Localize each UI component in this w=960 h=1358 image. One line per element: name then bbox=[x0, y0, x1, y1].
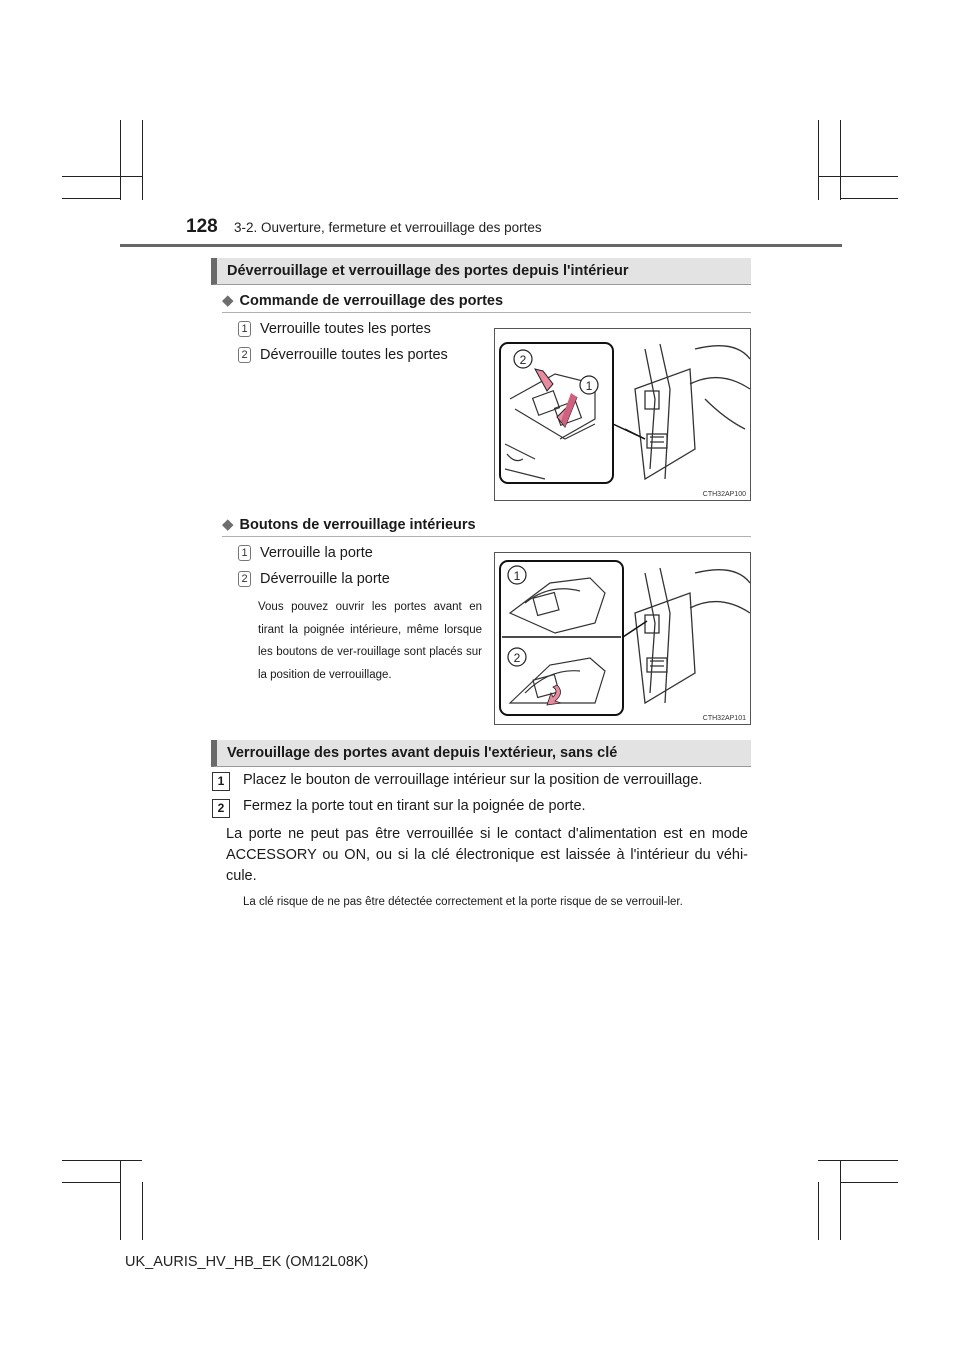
item-text: Verrouille la porte bbox=[260, 545, 373, 561]
crop-mark bbox=[840, 1160, 841, 1240]
crop-mark bbox=[840, 198, 898, 199]
crop-mark bbox=[840, 120, 841, 200]
crop-mark bbox=[62, 176, 142, 177]
door-lock-switch-figure bbox=[494, 328, 751, 501]
note-text: La clé risque de ne pas être détectée correctement et la porte risque de se verrouil-ler. bbox=[243, 896, 683, 908]
subsection-heading bbox=[222, 291, 503, 309]
item-number: 1 bbox=[238, 545, 251, 561]
step-text: Fermez la porte tout en tirant sur la poignée de porte. bbox=[243, 798, 586, 814]
crop-mark bbox=[818, 1182, 819, 1240]
figure-callout: 2 bbox=[519, 353, 527, 367]
chapter-title: 3-2. Ouverture, fermeture et verrouillage des portes bbox=[234, 220, 542, 235]
subsection-heading bbox=[222, 515, 476, 533]
item-number: 2 bbox=[238, 571, 251, 587]
figure-code: CTH32AP101 bbox=[702, 715, 746, 722]
item-text: Verrouille toutes les portes bbox=[260, 321, 431, 337]
step-number: 1 bbox=[212, 772, 230, 791]
page-number: 128 bbox=[186, 216, 218, 237]
list-item bbox=[238, 321, 431, 337]
crop-mark bbox=[818, 120, 819, 200]
item-text: Déverrouille la porte bbox=[260, 571, 390, 587]
section-heading: Verrouillage des portes avant depuis l'extérieur, sans clé bbox=[211, 740, 751, 767]
subsection-title: Boutons de verrouillage intérieurs bbox=[239, 517, 476, 533]
crop-mark bbox=[142, 120, 143, 200]
crop-mark bbox=[62, 198, 120, 199]
diamond-bullet-icon: ◆ bbox=[222, 516, 234, 533]
figure-callout: 1 bbox=[513, 569, 521, 583]
diamond-bullet-icon: ◆ bbox=[222, 292, 234, 309]
step-number: 2 bbox=[212, 799, 230, 818]
step-text: Placez le bouton de verrouillage intérieur sur la position de verrouillage. bbox=[243, 772, 703, 788]
subsection-title: Commande de verrouillage des portes bbox=[239, 293, 504, 309]
subsection-rule bbox=[222, 536, 751, 537]
list-item bbox=[238, 347, 448, 363]
item-number: 2 bbox=[238, 347, 251, 363]
list-item bbox=[238, 571, 390, 587]
item-text: Déverrouille toutes les portes bbox=[260, 347, 448, 363]
body-paragraph: La porte ne peut pas être verrouillée si le contact d'alimentation est en mode ACCESSORY ou ON, ou si la clé électronique est laissée à l'intérieur du véhi-cule. bbox=[226, 826, 748, 884]
figure-callout: 2 bbox=[513, 651, 521, 665]
crop-mark bbox=[62, 1160, 142, 1161]
crop-mark bbox=[840, 1182, 898, 1183]
list-item bbox=[238, 545, 373, 561]
crop-mark bbox=[120, 120, 121, 200]
crop-mark bbox=[62, 1182, 120, 1183]
document-code: UK_AURIS_HV_HB_EK (OM12L08K) bbox=[125, 1254, 369, 1270]
crop-mark bbox=[120, 1160, 121, 1240]
figure-code: CTH32AP100 bbox=[702, 491, 746, 498]
figure-callout: 1 bbox=[585, 379, 593, 393]
crop-mark bbox=[818, 176, 898, 177]
item-number: 1 bbox=[238, 321, 251, 337]
note-text: Vous pouvez ouvrir les portes avant en tirant la poignée intérieure, même lorsque les boutons de ver-rouillage sont placés sur la position de verrouillage. bbox=[258, 601, 482, 681]
crop-mark bbox=[818, 1160, 898, 1161]
crop-mark bbox=[142, 1182, 143, 1240]
section-heading: Déverrouillage et verrouillage des portes depuis l'intérieur bbox=[211, 258, 751, 285]
header-rule bbox=[120, 244, 842, 247]
inside-lock-button-figure bbox=[494, 552, 751, 725]
subsection-rule bbox=[222, 312, 751, 313]
